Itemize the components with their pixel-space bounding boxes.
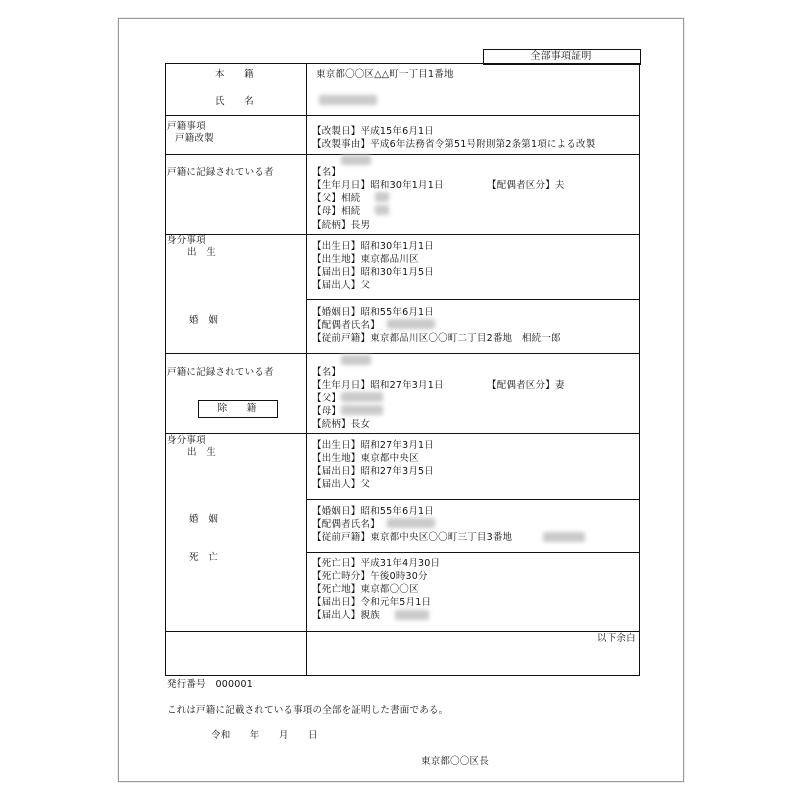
issue-date: 令和 年 月 日: [211, 730, 318, 741]
person2-death-line-2: 【死亡時分】午後0時30分: [312, 571, 428, 582]
person2-name-line: 【名】: [312, 367, 342, 378]
redacted-name: [543, 532, 585, 542]
redacted-name: [341, 155, 371, 165]
redacted-name: [319, 95, 377, 105]
person2-mibun-label: 身分事項: [167, 435, 206, 446]
sub-row-divider: [306, 552, 640, 553]
sub-row-divider: [306, 299, 640, 300]
table-bottom-border: [165, 675, 640, 676]
person2-death-line-3: 【死亡地】東京都〇〇区: [312, 584, 419, 595]
honseki-label: 本 籍: [215, 69, 254, 80]
person1-birth-label: 出 生: [187, 247, 217, 258]
removed-stamp: 除 籍: [217, 403, 257, 414]
redacted-name: [375, 192, 389, 202]
person2-father: 【父】: [312, 393, 342, 404]
redacted-name: [341, 405, 383, 415]
person1-birth-line-4: 【届出人】父: [312, 280, 371, 291]
person2-marriage-label: 婚 姻: [189, 514, 219, 525]
sub-row-divider: [306, 499, 640, 500]
certification-statement: これは戸籍に記載されている事項の全部を証明した書面である。: [167, 705, 449, 716]
row-divider: [165, 115, 640, 116]
person1-name-line: 【名】: [312, 167, 342, 178]
person1-birth-line-2: 【出生地】東京都品川区: [312, 254, 419, 265]
person1-mibun-label: 身分事項: [167, 235, 206, 246]
person1-mother: 【母】相続: [312, 206, 361, 217]
certificate-title: 全部事項証明: [530, 51, 592, 62]
person2-marriage-line-1: 【婚姻日】昭和55年6月1日: [312, 506, 434, 517]
koseki-jiko-label: 戸籍事項: [167, 121, 206, 132]
certificate-page: [118, 18, 684, 782]
kaisei-reason: 【改製事由】平成6年法務省令第51号附則第2条第1項による改製: [312, 139, 596, 150]
honseki-address: 東京都〇〇区△△町一丁目1番地: [316, 69, 454, 80]
koseki-kaisei-label: 戸籍改製: [175, 133, 214, 144]
person2-birth-line-3: 【届出日】昭和27年3月5日: [312, 466, 434, 477]
person1-spouse-kubun: 【配偶者区分】夫: [487, 180, 565, 191]
redacted-name: [387, 518, 435, 528]
person1-marriage-line-3: 【従前戸籍】東京都品川区〇〇町二丁目2番地 相続一郎: [312, 333, 561, 344]
person2-mother: 【母】: [312, 406, 342, 417]
person1-marriage-label: 婚 姻: [189, 315, 219, 326]
person2-birth-label: 出 生: [187, 447, 217, 458]
person1-birthdate: 【生年月日】昭和30年1月1日: [312, 180, 444, 191]
person2-relation: 【続柄】長女: [312, 419, 371, 430]
row-divider: [165, 353, 640, 354]
ika-yohaku: 以下余白: [597, 633, 636, 644]
person2-label: 戸籍に記録されている者: [167, 367, 274, 378]
row-divider: [165, 631, 640, 632]
person2-death-line-4: 【届出日】令和元年5月1日: [312, 597, 432, 608]
person1-birth-line-3: 【届出日】昭和30年1月5日: [312, 267, 434, 278]
table-top-border: [165, 63, 640, 64]
person2-marriage-line-2: 【配偶者氏名】: [312, 519, 380, 530]
redacted-name: [387, 319, 435, 329]
person2-spouse-kubun: 【配偶者区分】妻: [487, 380, 565, 391]
person1-marriage-line-2: 【配偶者氏名】: [312, 320, 380, 331]
row-divider: [165, 234, 640, 235]
person1-marriage-line-1: 【婚姻日】昭和55年6月1日: [312, 307, 434, 318]
person1-label: 戸籍に記録されている者: [167, 167, 274, 178]
person2-birth-line-2: 【出生地】東京都中央区: [312, 453, 419, 464]
kaisei-date: 【改製日】平成15年6月1日: [312, 126, 434, 137]
person1-father: 【父】相続: [312, 193, 361, 204]
name-label: 氏 名: [215, 96, 254, 107]
person2-birth-line-1: 【出生日】昭和27年3月1日: [312, 440, 434, 451]
person2-marriage-line-3: 【従前戸籍】東京都中央区〇〇町三丁目3番地: [312, 532, 513, 543]
row-divider: [165, 154, 640, 155]
person2-death-label: 死 亡: [189, 552, 219, 563]
redacted-name: [341, 355, 371, 365]
issue-number: 発行番号 000001: [167, 679, 253, 690]
person2-birthdate: 【生年月日】昭和27年3月1日: [312, 380, 444, 391]
person1-relation: 【続柄】長男: [312, 220, 371, 231]
row-divider: [165, 433, 640, 434]
person2-birth-line-4: 【届出人】父: [312, 479, 371, 490]
redacted-name: [375, 205, 389, 215]
person2-death-line-5: 【届出人】親族: [312, 610, 380, 621]
issuer: 東京都〇〇区長: [421, 756, 489, 767]
redacted-name: [341, 392, 383, 402]
person2-death-line-1: 【死亡日】平成31年4月30日: [312, 558, 441, 569]
person1-birth-line-1: 【出生日】昭和30年1月1日: [312, 241, 434, 252]
redacted-name: [395, 610, 429, 620]
